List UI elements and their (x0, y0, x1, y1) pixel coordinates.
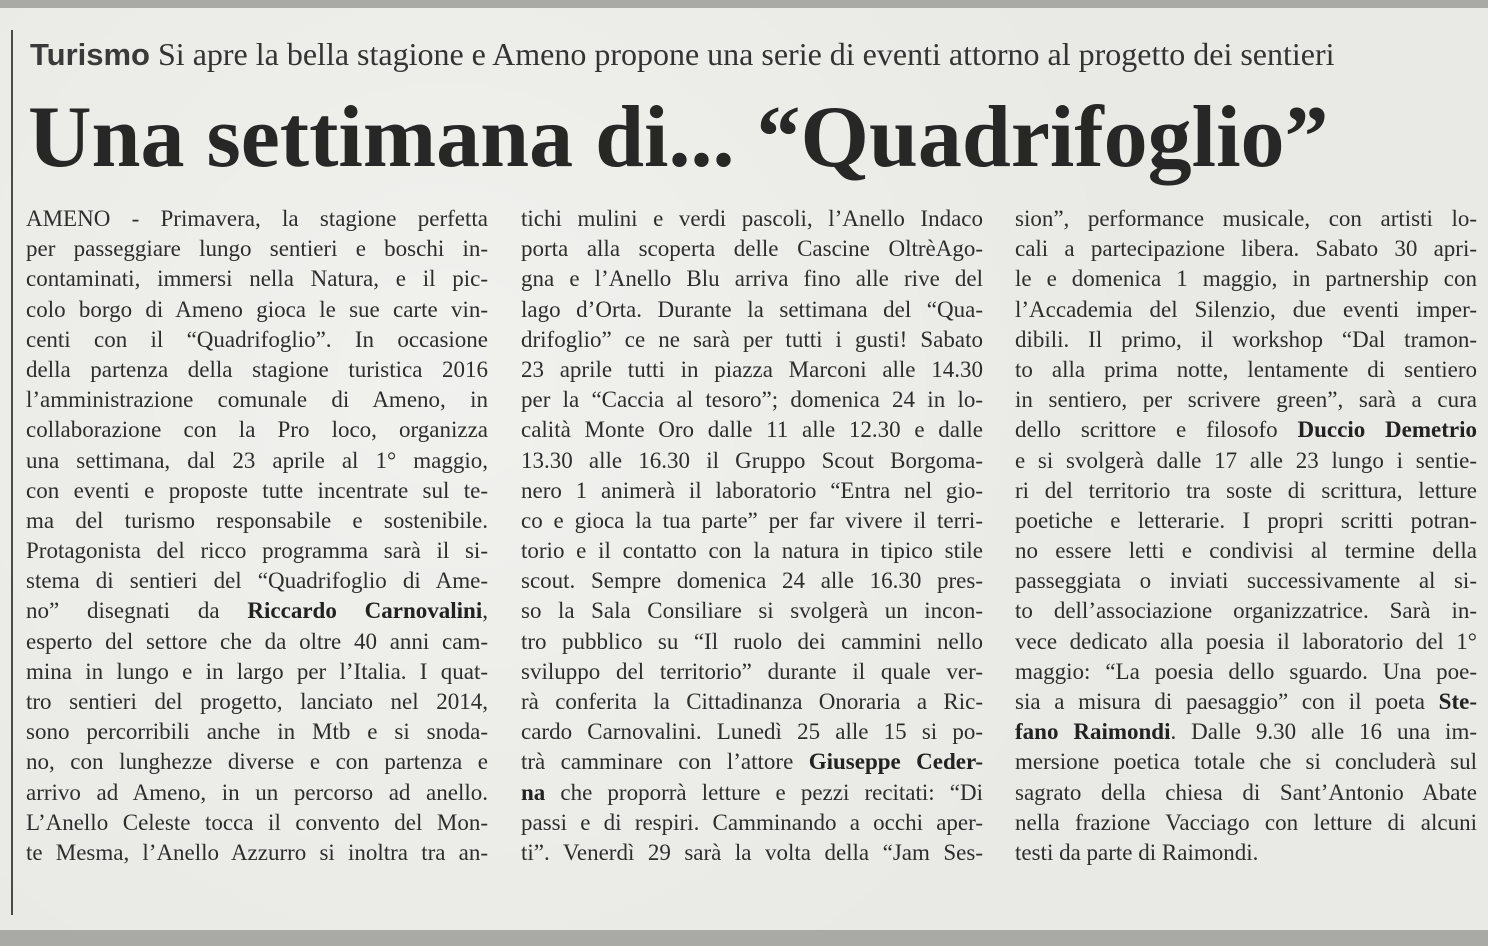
text-line: sion”, performance musicale, con artisti lo- (1015, 206, 1477, 231)
text-line: te Mesma, l’Anello Azzurro si inoltra tra an- (26, 839, 488, 865)
text-line (521, 747, 983, 777)
text-run: , (482, 598, 488, 624)
text-line (1015, 687, 1477, 717)
text-line: ti”. Venerdì 29 sarà la volta della “Jam Ses- (521, 839, 983, 865)
text-line: ma del turismo responsabile e sostenibile. (26, 507, 488, 533)
text-line: per passeggiare lungo sentieri e boschi in- (26, 236, 488, 262)
text-line: contaminati, immersi nella Natura, e il pic- (26, 266, 488, 292)
text-line: no essere letti e condivisi al termine della (1015, 538, 1477, 564)
bold-name: Ste- (1438, 689, 1477, 714)
column-rule (11, 30, 13, 915)
headline: Una settimana di... “Quadrifoglio” (28, 89, 1329, 186)
text-line: poetiche e letterarie. I propri scritti potran- (1015, 507, 1477, 533)
text-line: lago d’Orta. Durante la settimana del “Qua- (521, 296, 983, 322)
text-line: tro sentieri del progetto, lanciato nel 2014, (26, 689, 488, 714)
text-line: cardo Carnovalini. Lunedì 25 alle 15 si po- (521, 719, 983, 745)
text-line (1015, 717, 1477, 747)
bold-name: Giuseppe Ceder- (808, 749, 983, 775)
text-line: passi e di respiri. Camminando a occhi aper- (521, 809, 983, 835)
text-line: l’Accademia del Silenzio, due eventi imper- (1015, 296, 1477, 322)
text-line: drifoglio” ce ne sarà per tutti i gusti! Sabato (521, 326, 983, 352)
text-line: torio e il contatto con la natura in tipico stile (521, 538, 983, 564)
text-line: esperto del settore che da oltre 40 anni cam- (26, 628, 488, 654)
text-line: cali a partecipazione libera. Sabato 30 apri- (1015, 236, 1477, 262)
text-run: che proporrà letture e pezzi recitati: “Di (545, 779, 983, 805)
text-run: no” disegnati da (26, 598, 248, 624)
text-line: mina in lungo e in largo per l’Italia. I quat- (26, 658, 488, 684)
text-run: . Dalle 9.30 alle 16 una im- (1170, 719, 1477, 745)
text-line: vece dedicato alla poesia il laboratorio del 1° (1015, 628, 1477, 654)
text-line: dibili. Il primo, il workshop “Dal tramon- (1015, 326, 1477, 352)
kicker-line (30, 34, 1480, 75)
text-line: 13.30 alle 16.30 il Gruppo Scout Borgoma- (521, 447, 983, 473)
text-line (1015, 415, 1477, 445)
text-line: nella frazione Vacciago con letture di alcuni (1015, 809, 1477, 835)
text-line: collaborazione con la Pro loco, organizza (26, 417, 488, 443)
text-line: tichi mulini e verdi pascoli, l’Anello Indaco (521, 206, 983, 231)
text-line: centi con il “Quadrifoglio”. In occasione (26, 326, 488, 352)
article-column-2 (521, 204, 983, 894)
text-line: to alla prima notte, lentamente di sentiero (1015, 356, 1477, 382)
text-line: to dell’associazione organizzatrice. Sarà in- (1015, 598, 1477, 624)
text-line: porta alla scoperta delle Cascine OltrèAgo- (521, 236, 983, 262)
text-line: AMENO - Primavera, la stagione perfetta (26, 206, 488, 231)
text-line: no, con lunghezze diverse e con partenza e (26, 749, 488, 775)
text-line: per la “Caccia al tesoro”; domenica 24 in lo- (521, 387, 983, 413)
text-run: sia a misura di paesaggio” con il poeta (1015, 689, 1439, 714)
text-line: le e domenica 1 maggio, in partnership con (1015, 266, 1477, 292)
text-line: arrivo ad Ameno, in un percorso ad anello. (26, 779, 488, 805)
text-line: sviluppo del territorio” durante il quale ver- (521, 658, 983, 684)
text-line: l’amministrazione comunale di Ameno, in (26, 387, 488, 413)
text-line: scout. Sempre domenica 24 alle 16.30 pres- (521, 568, 983, 594)
text-line (521, 778, 983, 808)
section-label: Turismo (30, 37, 150, 72)
text-line: della partenza della stagione turistica 2016 (26, 356, 488, 382)
text-line: una settimana, dal 23 aprile al 1° maggio, (26, 447, 488, 473)
text-line: rà conferita la Cittadinanza Onoraria a Ric- (521, 689, 983, 714)
text-line: colo borgo di Ameno gioca le sue carte vin- (26, 296, 488, 322)
text-run: trà camminare con l’attore (521, 749, 809, 775)
text-line: so la Sala Consiliare si svolgerà un incon- (521, 598, 983, 624)
text-line: Protagonista del ricco programma sarà il si- (26, 538, 488, 564)
text-line: con eventi e proposte tutte incentrate sul te- (26, 477, 488, 503)
text-line: nero 1 animerà il laboratorio “Entra nel gio- (521, 477, 983, 503)
text-line: in sentiero, per scrivere green”, sarà a cura (1015, 387, 1477, 413)
text-line: gna e l’Anello Blu arriva fino alle rive del (521, 266, 983, 292)
bold-name: fano Raimondi (1015, 719, 1171, 745)
bold-name: Riccardo Carnovalini (247, 598, 483, 624)
text-line: ri del territorio tra soste di scrittura, letture (1015, 477, 1477, 503)
text-line: calità Monte Oro dalle 11 alle 12.30 e dalle (521, 417, 983, 443)
scan-border-bottom (0, 930, 1488, 946)
text-run: dello scrittore e filosofo (1015, 417, 1298, 443)
text-line: testi da parte di Raimondi. (1015, 839, 1259, 865)
text-line: mersione poetica totale che si concluderà sul (1015, 749, 1477, 775)
article-column-3 (1015, 204, 1477, 894)
text-line: tro pubblico su “Il ruolo dei cammini nello (521, 628, 983, 654)
bold-name: na (521, 779, 546, 805)
bold-name: Duccio Demetrio (1297, 417, 1477, 443)
text-line: L’Anello Celeste tocca il convento del Mon- (26, 809, 488, 835)
text-line: sagrato della chiesa di Sant’Antonio Abate (1015, 779, 1477, 805)
article-column-1 (26, 204, 488, 894)
text-line: passeggiata o inviati successivamente al si- (1015, 568, 1477, 594)
text-line: sono percorribili anche in Mtb e si snoda- (26, 719, 488, 745)
text-line: co e gioca la tua parte” per far vivere il terri- (521, 507, 983, 533)
scan-border-top (0, 0, 1488, 8)
text-line: maggio: “La poesia dello sguardo. Una poe- (1015, 658, 1477, 684)
subheading: Si apre la bella stagione e Ameno propone una serie di eventi attorno al progetto dei sentieri (158, 36, 1335, 72)
text-line: e si svolgerà dalle 17 alle 23 lungo i sentie- (1015, 447, 1477, 473)
text-line: 23 aprile tutti in piazza Marconi alle 14.30 (521, 356, 983, 382)
text-line (26, 596, 488, 626)
text-line: stema di sentieri del “Quadrifoglio di Ame- (26, 568, 488, 594)
